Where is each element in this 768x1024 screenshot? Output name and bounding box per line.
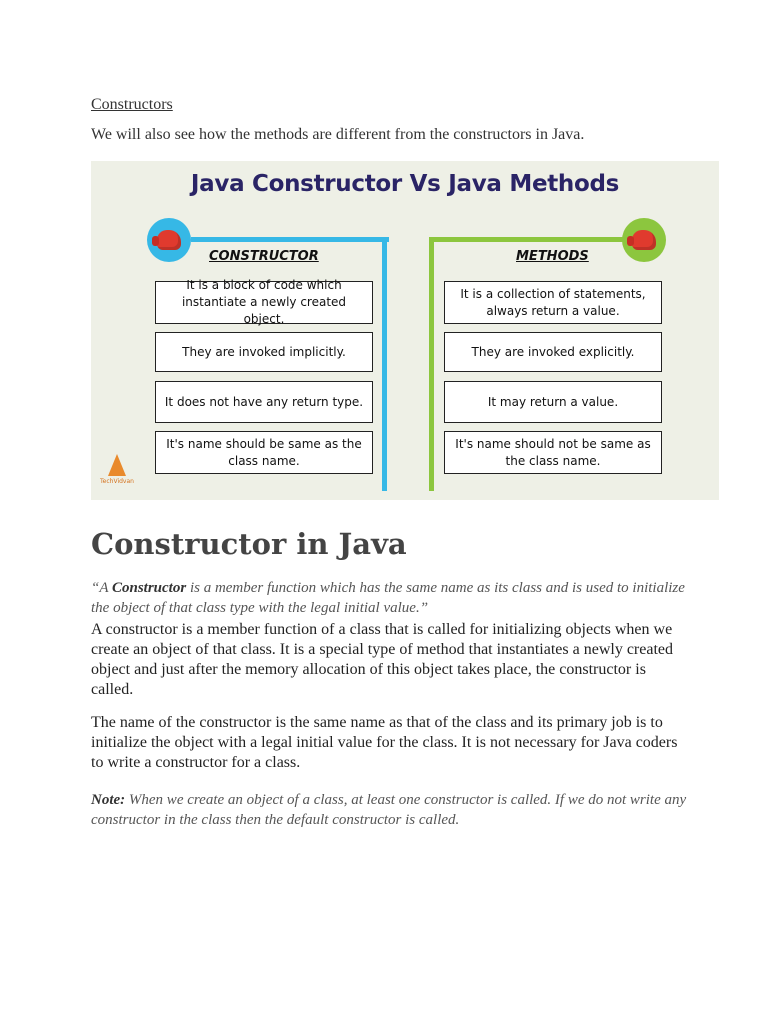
- methods-card: It may return a value.: [444, 381, 662, 423]
- page-heading: Constructor in Java: [91, 527, 407, 561]
- note-label: Note:: [91, 792, 126, 808]
- constructors-link[interactable]: Constructors: [91, 96, 173, 113]
- constructor-card: It's name should be same as the class name.: [155, 431, 373, 474]
- techvidvan-logo: [97, 454, 137, 485]
- boxing-glove-icon: [157, 230, 181, 250]
- constructor-card: It is a block of code which instantiate a newly created object.: [155, 281, 373, 324]
- boxing-glove-icon: [632, 230, 656, 250]
- methods-card: They are invoked explicitly.: [444, 332, 662, 372]
- quote-open: “A: [91, 580, 112, 596]
- brand-name: TechVidvan: [100, 478, 134, 485]
- note: [91, 790, 691, 830]
- definition-quote: [91, 578, 691, 618]
- constructor-heading: CONSTRUCTOR: [209, 249, 319, 264]
- constructor-card: It does not have any return type.: [155, 381, 373, 423]
- constructor-stripe-vertical: [382, 237, 387, 491]
- note-text: When we create an object of a class, at least one constructor is called. If we do not write any constructor in the class then the default constructor is called.: [91, 792, 687, 828]
- constructor-vs-methods-infographic: [91, 161, 719, 500]
- methods-card: It is a collection of statements, always return a value.: [444, 281, 662, 324]
- infographic-title: Java Constructor Vs Java Methods: [190, 171, 620, 197]
- quote-rest: is a member function which has the same name as its class and is used to initialize the object of that class type with the legal initial value.”: [91, 580, 685, 616]
- methods-card: It's name should not be same as the class name.: [444, 431, 662, 474]
- quote-term: Constructor: [111, 580, 187, 596]
- methods-heading: METHODS: [516, 249, 589, 264]
- flame-icon: [108, 454, 126, 476]
- intro-text: We will also see how the methods are different from the constructors in Java.: [91, 126, 585, 143]
- methods-stripe-horizontal: [429, 237, 625, 242]
- constructor-badge: [147, 218, 191, 262]
- methods-badge: [622, 218, 666, 262]
- paragraph: The name of the constructor is the same name as that of the class and its primary job is to initialize the object with a legal initial value for the class. It is not necessary for Java coders to write a constructor for a class.: [91, 714, 678, 771]
- paragraph: A constructor is a member function of a class that is called for initializing objects when we create an object of that class. It is a special type of method that instantiates a newly created object and just after the memory allocation of this object takes place, the constructor is called.: [91, 621, 673, 698]
- methods-stripe-vertical: [429, 237, 434, 491]
- constructor-stripe-horizontal: [191, 237, 389, 242]
- constructor-card: They are invoked implicitly.: [155, 332, 373, 372]
